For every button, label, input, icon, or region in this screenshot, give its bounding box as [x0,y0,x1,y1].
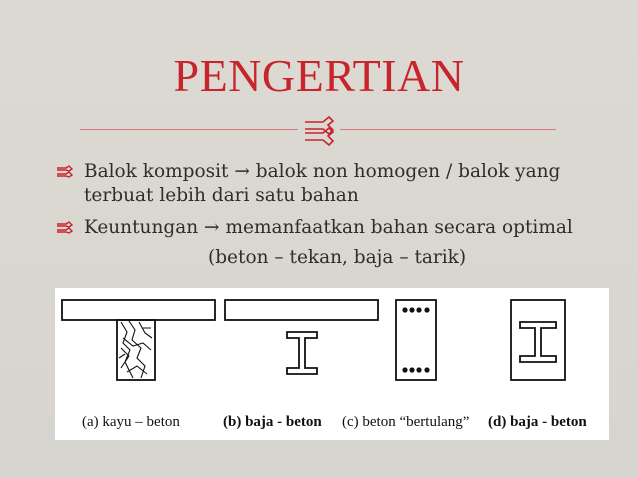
section-d-concrete [511,300,565,380]
bullet-text: memanfaatkan bahan secara optimal [225,217,573,238]
bullet-item [56,160,596,208]
bullet-text: balok non homogen / balok yang terbuat lebih dari satu bahan [84,161,561,206]
bullet-list [56,160,596,270]
bullet-item [56,216,596,240]
right-arrow-icon: → [234,161,250,182]
section-b-steel-i [287,332,317,374]
bullet-lead: Balok komposit [84,161,229,182]
bullet-lead: Keuntungan [84,217,199,238]
caption-b: (b) baja - beton [223,414,322,430]
section-b-slab [225,300,378,320]
title-rule-left [80,129,298,130]
composite-beam-figure [55,288,609,440]
section-a-slab [62,300,215,320]
title-rule-right [340,129,556,130]
section-c-rebars [402,307,429,372]
bullet-note: (beton – tekan, baja – tarik) [208,247,467,268]
caption-a: (a) kayu – beton [82,414,180,430]
section-c-concrete [396,300,436,380]
arrow-bullet-icon [56,165,76,179]
caption-d: (d) baja - beton [488,414,587,430]
caption-c: (c) beton “bertulang” [342,414,470,430]
right-arrow-icon: → [204,217,220,238]
slide-title: PENGERTIAN [173,50,465,101]
section-a-wood-grain [119,321,152,378]
ornament-icon [299,112,339,146]
arrow-bullet-icon [56,221,76,235]
section-d-steel-i [520,322,556,362]
